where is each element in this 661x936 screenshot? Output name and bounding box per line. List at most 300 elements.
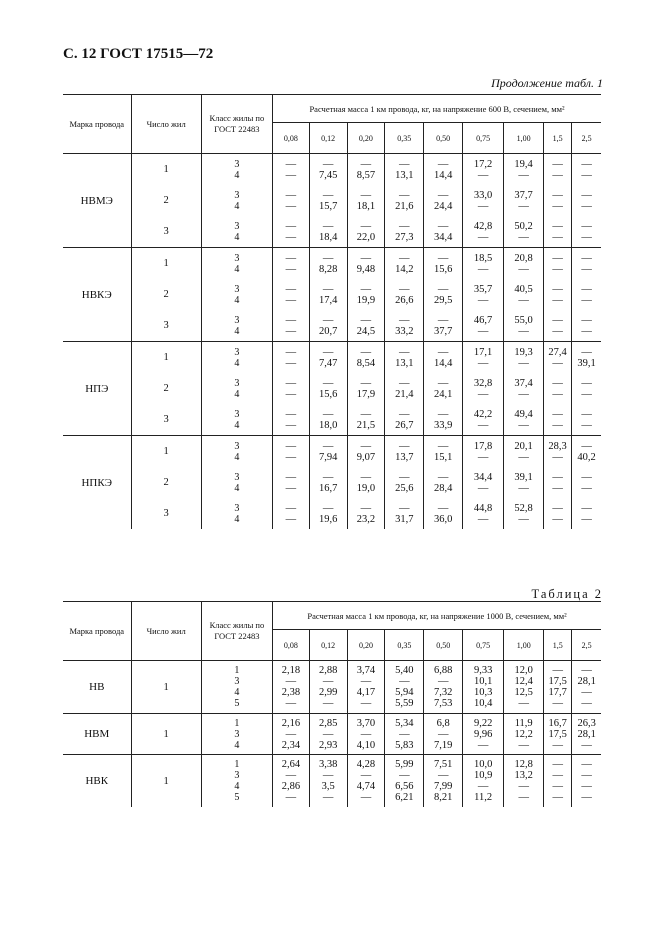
mass-value: — — [581, 440, 592, 452]
core-class: 4 — [234, 294, 240, 306]
mass-value: 6,56 — [395, 781, 414, 792]
mass-value: — — [399, 676, 410, 687]
mass-value: 10,0 — [473, 759, 493, 770]
mass-value: 18,1 — [356, 200, 376, 212]
wire-mark: НВМ — [63, 714, 131, 755]
mass-value: 4,28 — [356, 759, 376, 770]
mass-value: — — [437, 676, 449, 687]
mass-value: 17,5 — [548, 728, 567, 740]
mass-value: — — [581, 388, 592, 400]
mass-value: 13,1 — [395, 169, 414, 181]
mass-value: — — [437, 770, 449, 781]
mass-value: 10,4 — [473, 698, 493, 709]
table-row — [63, 310, 601, 342]
mass-value: 40,2 — [577, 451, 596, 463]
section-header: 1,5 — [544, 630, 572, 661]
mass-value: — — [437, 440, 449, 452]
section-header: 0,75 — [463, 123, 504, 154]
table-row — [63, 248, 601, 280]
core-class: 1 — [234, 759, 240, 770]
mass-value: — — [581, 377, 592, 389]
core-class: 3 — [234, 377, 240, 389]
mass-value: — — [322, 728, 334, 740]
core-class: 4 — [234, 513, 240, 525]
mass-value: 31,7 — [395, 513, 414, 525]
mass-value: — — [581, 294, 592, 306]
mass-value: — — [552, 200, 563, 212]
mass-value: 49,4 — [514, 408, 533, 420]
wire-mark: НВ — [63, 661, 131, 714]
mass-value: — — [399, 770, 410, 781]
mass-value: — — [552, 325, 563, 337]
mass-value: 8,54 — [356, 357, 376, 369]
mass-value: — — [581, 231, 592, 243]
core-class: 4 — [234, 451, 240, 463]
mass-span-header: Расчетная масса 1 км провода, кг, на напряжение 1000 В, сечением, мм² — [273, 602, 601, 630]
section-header: 0,75 — [463, 630, 504, 661]
mass-value: 18,0 — [318, 419, 338, 431]
mass-value: — — [322, 676, 334, 687]
section-header: 0,12 — [309, 630, 347, 661]
mass-value: 16,7 — [548, 717, 567, 729]
core-count: 3 — [131, 498, 201, 529]
mass-value: 17,8 — [473, 440, 493, 452]
mass-value: 52,8 — [514, 502, 533, 514]
mass-value: — — [581, 770, 592, 781]
mass-value: — — [322, 189, 334, 201]
mass-value: 26,6 — [395, 294, 414, 306]
mass-value: 17,7 — [548, 687, 567, 698]
continuation-caption: Продолжение табл. 1 — [491, 76, 603, 90]
mass-value: 2,16 — [281, 717, 301, 729]
core-count: 2 — [131, 373, 201, 404]
mass-value: 11,2 — [474, 792, 493, 803]
mass-value: — — [399, 220, 410, 232]
mass-value: — — [581, 158, 592, 170]
section-header: 0,50 — [424, 630, 463, 661]
mass-value: 3,74 — [356, 665, 376, 676]
wire-mark: НВКЭ — [63, 248, 131, 342]
mass-value: 39,1 — [577, 357, 596, 369]
core-class: 3 — [234, 728, 240, 740]
mass-value: — — [360, 676, 372, 687]
section-header: 0,08 — [273, 123, 310, 154]
core-count: 1 — [131, 436, 201, 468]
mass-value: 17,4 — [318, 294, 338, 306]
mass-value: — — [552, 698, 563, 709]
mass-value: — — [518, 200, 529, 212]
mass-value: — — [285, 502, 297, 514]
mass-value: — — [552, 388, 563, 400]
mass-value: 37,4 — [514, 377, 533, 389]
mass-value: — — [477, 231, 489, 243]
mass-value: 13,2 — [514, 770, 533, 781]
mass-value: 19,0 — [356, 482, 376, 494]
mass-value: — — [285, 728, 297, 740]
mass-value: 7,32 — [434, 687, 453, 698]
mass-value: — — [477, 419, 489, 431]
mass-value: 3,5 — [321, 781, 335, 792]
mass-value: — — [581, 781, 592, 792]
wire-mark: НПЭ — [63, 342, 131, 436]
mass-value: 34,4 — [433, 231, 453, 243]
mass-value: — — [285, 158, 297, 170]
core-class: 4 — [234, 231, 240, 243]
mass-value: — — [581, 283, 592, 295]
mass-value: 27,4 — [548, 346, 567, 358]
mass-value: — — [552, 482, 563, 494]
mass-value: — — [518, 513, 529, 525]
mass-value: 24,5 — [356, 325, 376, 337]
mass-value: — — [437, 283, 449, 295]
mass-value: — — [518, 451, 529, 463]
core-count: 2 — [131, 279, 201, 310]
mass-value: — — [399, 728, 410, 740]
mass-value: — — [285, 408, 297, 420]
mass-value: 24,4 — [433, 200, 453, 212]
mass-value: 26,3 — [577, 717, 596, 729]
mass-value: 10,1 — [473, 676, 493, 687]
mass-value: — — [437, 502, 449, 514]
mass-value: — — [360, 283, 372, 295]
mass-value: — — [581, 419, 592, 431]
mass-value: 8,57 — [356, 169, 376, 181]
core-class: 4 — [234, 263, 240, 275]
mass-value: 6,88 — [434, 665, 453, 676]
mass-value: — — [285, 419, 297, 431]
mass-value: 17,9 — [356, 388, 376, 400]
mass-value: — — [581, 408, 592, 420]
mass-value: 14,4 — [433, 357, 453, 369]
mass-value: — — [322, 252, 334, 264]
mass-value: 15,7 — [318, 200, 338, 212]
mass-value: — — [581, 220, 592, 232]
count-header: Число жил — [131, 602, 201, 661]
mass-value: — — [477, 294, 489, 306]
core-class: 4 — [234, 357, 240, 369]
mass-value: 18,5 — [473, 252, 493, 264]
mass-value: — — [285, 294, 297, 306]
mass-value: — — [552, 357, 563, 369]
mass-value: 10,9 — [473, 770, 493, 781]
mass-value: 6,21 — [395, 792, 414, 803]
table-row — [63, 755, 601, 808]
mass-value: — — [477, 200, 489, 212]
mass-value: 42,8 — [473, 220, 493, 232]
core-count: 3 — [131, 216, 201, 248]
mass-value: — — [322, 698, 334, 709]
mass-value: 13,7 — [395, 451, 414, 463]
table-row — [63, 467, 601, 498]
mass-value: 9,07 — [356, 451, 376, 463]
core-class: 3 — [234, 189, 240, 201]
mass-value: 2,38 — [281, 687, 301, 698]
table-row — [63, 216, 601, 248]
table-row — [63, 714, 601, 755]
mass-value: — — [581, 665, 592, 676]
core-class: 1 — [234, 665, 240, 676]
mass-value: 5,59 — [395, 698, 414, 709]
core-class: 4 — [234, 419, 240, 431]
mass-value: — — [360, 314, 372, 326]
mass-value: 50,2 — [514, 220, 533, 232]
mass-value: — — [437, 377, 449, 389]
mass-value: 7,99 — [434, 781, 453, 792]
mass-value: 29,5 — [433, 294, 453, 306]
mass-value: — — [322, 346, 334, 358]
mass-value: — — [285, 471, 297, 483]
mass-value: 44,8 — [473, 502, 493, 514]
mass-value: 5,94 — [395, 687, 414, 698]
mass-value: 15,6 — [318, 388, 338, 400]
mass-value: — — [581, 502, 592, 514]
mass-value: 7,47 — [318, 357, 338, 369]
core-class: 3 — [234, 502, 240, 514]
mass-value: 9,48 — [356, 263, 376, 275]
mass-value: 20,1 — [514, 440, 533, 452]
mass-value: — — [322, 158, 334, 170]
mass-value: — — [360, 728, 372, 740]
mass-value: — — [322, 283, 334, 295]
core-class: 3 — [234, 770, 240, 781]
core-class: 3 — [234, 440, 240, 452]
mass-value: 7,94 — [318, 451, 338, 463]
mass-value: 20,8 — [514, 252, 533, 264]
mass-value: 3,70 — [356, 717, 376, 729]
mass-value: 9,33 — [473, 665, 493, 676]
mass-value: — — [360, 502, 372, 514]
core-class: 4 — [234, 781, 240, 792]
mass-value: 7,45 — [318, 169, 338, 181]
core-class: 4 — [234, 325, 240, 337]
mass-value: 4,10 — [356, 739, 376, 751]
mass-value: — — [437, 158, 449, 170]
section-header: 1,5 — [544, 123, 572, 154]
mass-value: 26,7 — [395, 419, 414, 431]
section-header: 0,50 — [424, 123, 463, 154]
mass-value: — — [399, 189, 410, 201]
mass-value: — — [581, 792, 592, 803]
mass-value: — — [322, 408, 334, 420]
mass-value: — — [477, 781, 489, 792]
mass-value: — — [581, 252, 592, 264]
mass-value: — — [322, 314, 334, 326]
mass-value: — — [437, 471, 449, 483]
mass-value: 32,8 — [473, 377, 493, 389]
mass-value: — — [552, 781, 563, 792]
mass-value: — — [552, 513, 563, 525]
mass-value: — — [285, 231, 297, 243]
mass-value: 6,8 — [436, 717, 450, 729]
mass-value: — — [477, 739, 489, 751]
mass-value: — — [581, 698, 592, 709]
mass-value: — — [285, 770, 297, 781]
mass-value: — — [322, 377, 334, 389]
mass-value: — — [477, 357, 489, 369]
mass-value: 9,96 — [473, 728, 493, 740]
wire-mark: НПКЭ — [63, 436, 131, 530]
mass-value: 7,19 — [434, 739, 453, 751]
core-class: 4 — [234, 388, 240, 400]
mass-value: — — [285, 388, 297, 400]
count-header: Число жил — [131, 95, 201, 154]
section-header: 0,20 — [347, 123, 385, 154]
mass-value: 8,28 — [318, 263, 338, 275]
mass-value: — — [581, 471, 592, 483]
mass-value: 5,83 — [395, 739, 414, 751]
mass-value: — — [581, 314, 592, 326]
mass-value: 55,0 — [514, 314, 533, 326]
mass-value: — — [552, 158, 563, 170]
mass-value: 2,64 — [281, 759, 301, 770]
core-count: 1 — [131, 755, 201, 808]
core-class: 3 — [234, 283, 240, 295]
mass-span-header: Расчетная масса 1 км провода, кг, на напряжение 600 В, сечением, мм² — [273, 95, 601, 123]
mass-value: — — [552, 220, 563, 232]
core-count: 1 — [131, 342, 201, 374]
mass-value: 28,1 — [577, 676, 596, 687]
mass-value: 2,18 — [281, 665, 301, 676]
section-header: 0,12 — [309, 123, 347, 154]
mass-value: — — [437, 346, 449, 358]
mass-value: — — [399, 283, 410, 295]
mass-value: — — [322, 471, 334, 483]
mass-value: — — [399, 346, 410, 358]
mass-value: — — [518, 294, 529, 306]
core-class: 3 — [234, 408, 240, 420]
mass-value: — — [285, 314, 297, 326]
mass-value: 14,4 — [433, 169, 453, 181]
mass-value: — — [437, 728, 449, 740]
mass-value: — — [552, 283, 563, 295]
mass-value: — — [552, 502, 563, 514]
mass-value: — — [552, 231, 563, 243]
mass-value: — — [360, 377, 372, 389]
mass-value: — — [477, 169, 489, 181]
mass-value: — — [360, 158, 372, 170]
mass-value: — — [360, 346, 372, 358]
mass-value: — — [399, 158, 410, 170]
mass-value: — — [285, 189, 297, 201]
core-count: 1 — [131, 154, 201, 186]
mass-value: — — [518, 792, 529, 803]
core-class: 5 — [234, 792, 240, 803]
mass-value: 37,7 — [514, 189, 533, 201]
mass-value: — — [322, 440, 334, 452]
mass-value: 11,9 — [514, 717, 533, 729]
mass-value: — — [518, 357, 529, 369]
mass-value: 34,4 — [473, 471, 493, 483]
mass-value: — — [518, 698, 529, 709]
mass-value: — — [581, 482, 592, 494]
mass-value: — — [518, 781, 529, 792]
core-class: 3 — [234, 471, 240, 483]
core-count: 2 — [131, 467, 201, 498]
mass-value: 12,4 — [514, 676, 533, 687]
mass-value: 2,88 — [318, 665, 338, 676]
mass-value: 46,7 — [473, 314, 493, 326]
core-class: 3 — [234, 346, 240, 358]
mass-value: — — [518, 169, 529, 181]
mass-value: — — [552, 252, 563, 264]
mass-value: — — [322, 502, 334, 514]
mass-value: — — [581, 169, 592, 181]
mass-value: 9,22 — [473, 717, 493, 729]
core-class: 4 — [234, 482, 240, 494]
mass-value: — — [518, 739, 529, 751]
mass-value: 17,2 — [473, 158, 493, 170]
mass-value: — — [552, 189, 563, 201]
mass-value: 13,1 — [395, 357, 414, 369]
mass-value: — — [360, 189, 372, 201]
core-class: 3 — [234, 220, 240, 232]
mass-value: — — [285, 792, 297, 803]
mass-value: — — [285, 698, 297, 709]
mass-value: — — [477, 482, 489, 494]
mass-value: — — [518, 419, 529, 431]
mass-value: 2,93 — [318, 739, 338, 751]
mass-value: 8,21 — [434, 792, 453, 803]
mass-value: — — [399, 252, 410, 264]
mass-value: — — [399, 502, 410, 514]
core-count: 2 — [131, 185, 201, 216]
section-header: 2,5 — [581, 133, 592, 143]
wire-mark: НВМЭ — [63, 154, 131, 248]
mass-value: 15,6 — [433, 263, 453, 275]
mass-value: — — [477, 513, 489, 525]
mass-value: — — [285, 220, 297, 232]
mark-header: Марка провода — [63, 602, 131, 661]
mass-value: 12,0 — [514, 665, 533, 676]
core-count: 3 — [131, 404, 201, 436]
mass-value: — — [581, 687, 592, 698]
mass-value: — — [477, 263, 489, 275]
mass-value: 17,5 — [548, 676, 567, 687]
mass-value: 15,1 — [433, 451, 453, 463]
mass-value: 4,74 — [356, 781, 376, 792]
mass-value: — — [552, 294, 563, 306]
section-header: 2,5 — [581, 640, 592, 650]
core-class: 3 — [234, 314, 240, 326]
mass-value: 28,4 — [433, 482, 453, 494]
mass-value: 5,34 — [395, 717, 414, 729]
mass-value: — — [399, 314, 410, 326]
core-class: 4 — [234, 200, 240, 212]
mass-value: — — [437, 252, 449, 264]
table-2-caption: Таблица 2 — [531, 587, 603, 601]
mass-value: — — [581, 759, 592, 770]
core-class: 3 — [234, 158, 240, 170]
mass-value: — — [437, 189, 449, 201]
mass-value: — — [285, 482, 297, 494]
mass-value: — — [285, 325, 297, 337]
mass-value: — — [399, 408, 410, 420]
mass-value: — — [581, 325, 592, 337]
section-header: 1,00 — [504, 630, 544, 661]
mass-value: — — [285, 252, 297, 264]
mass-value: 12,5 — [514, 687, 533, 698]
mass-value: — — [552, 451, 563, 463]
section-header: 0,35 — [385, 630, 424, 661]
mass-value: — — [518, 231, 529, 243]
mass-value: 27,3 — [395, 231, 414, 243]
mass-value: 12,2 — [514, 728, 533, 740]
mass-value: 21,6 — [395, 200, 414, 212]
mass-value: — — [552, 314, 563, 326]
table-row — [63, 436, 601, 468]
table-row — [63, 498, 601, 529]
mass-value: — — [360, 440, 372, 452]
